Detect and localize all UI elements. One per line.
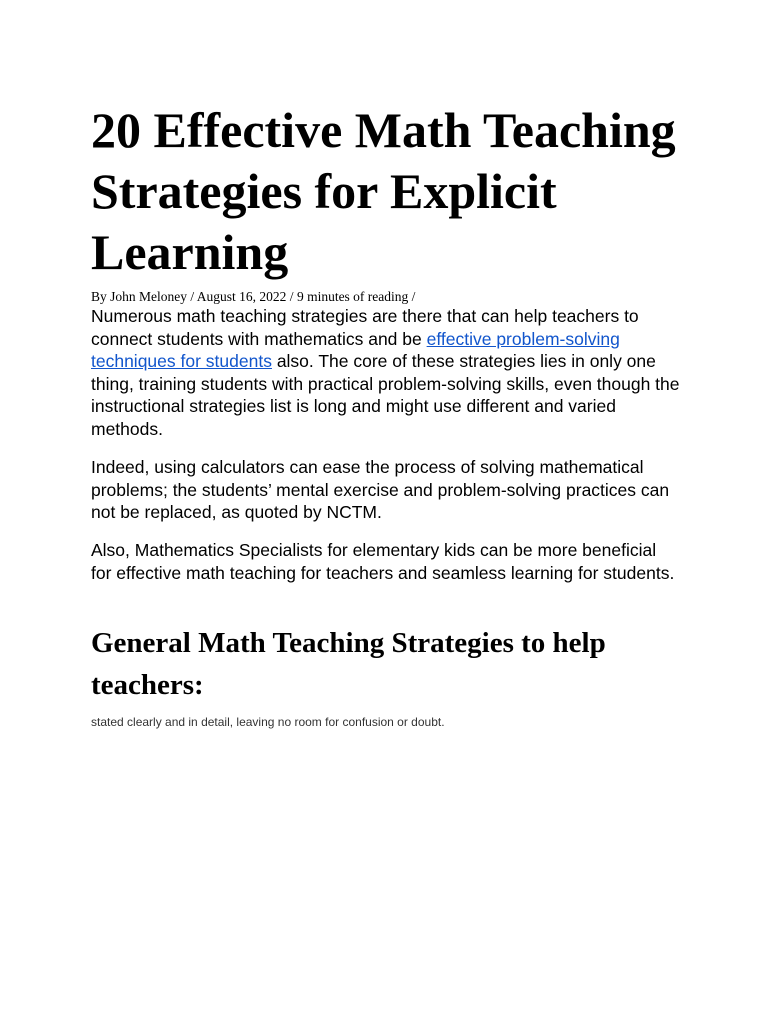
byline-separator: / <box>187 289 197 304</box>
section-note: stated clearly and in detail, leaving no room for confusion or doubt. <box>91 715 445 729</box>
publish-date: August 16, 2022 <box>196 289 287 304</box>
paragraph-calculators: Indeed, using calculators can ease the process of solving mathematical problems; the students’ mental exercise and problem-solving practices can not be replaced, as quoted by NCTM. <box>91 457 670 522</box>
section-heading: General Math Teaching Strategies to help teachers: <box>91 627 606 701</box>
problem-solving-link[interactable]: effective problem-solving techniques for students <box>91 328 620 371</box>
author-name: John Meloney <box>110 289 188 304</box>
reading-time: 9 minutes of reading <box>296 289 409 304</box>
paragraph-specialists: Also, Mathematics Specialists for elementary kids can be more beneficial for effective math teaching for teachers and seamless learning for students. <box>91 540 675 583</box>
paragraph-text: Numerous math teaching strategies are there that can help teachers to connect students with mathematics and be <box>91 306 639 349</box>
paragraph-text: also. The core of these strategies lies in only one thing, training students with practical problem-solving skills, even though the instructional strategies list is long and might use different and varied methods. <box>91 351 680 439</box>
byline-separator: / <box>408 289 416 304</box>
byline-prefix: By <box>91 289 111 304</box>
paragraph-intro <box>91 305 681 440</box>
article-title: 20 Effective Math Teaching Strategies for Explicit Learning <box>91 102 676 280</box>
byline <box>91 288 681 306</box>
byline-separator: / <box>286 289 297 304</box>
